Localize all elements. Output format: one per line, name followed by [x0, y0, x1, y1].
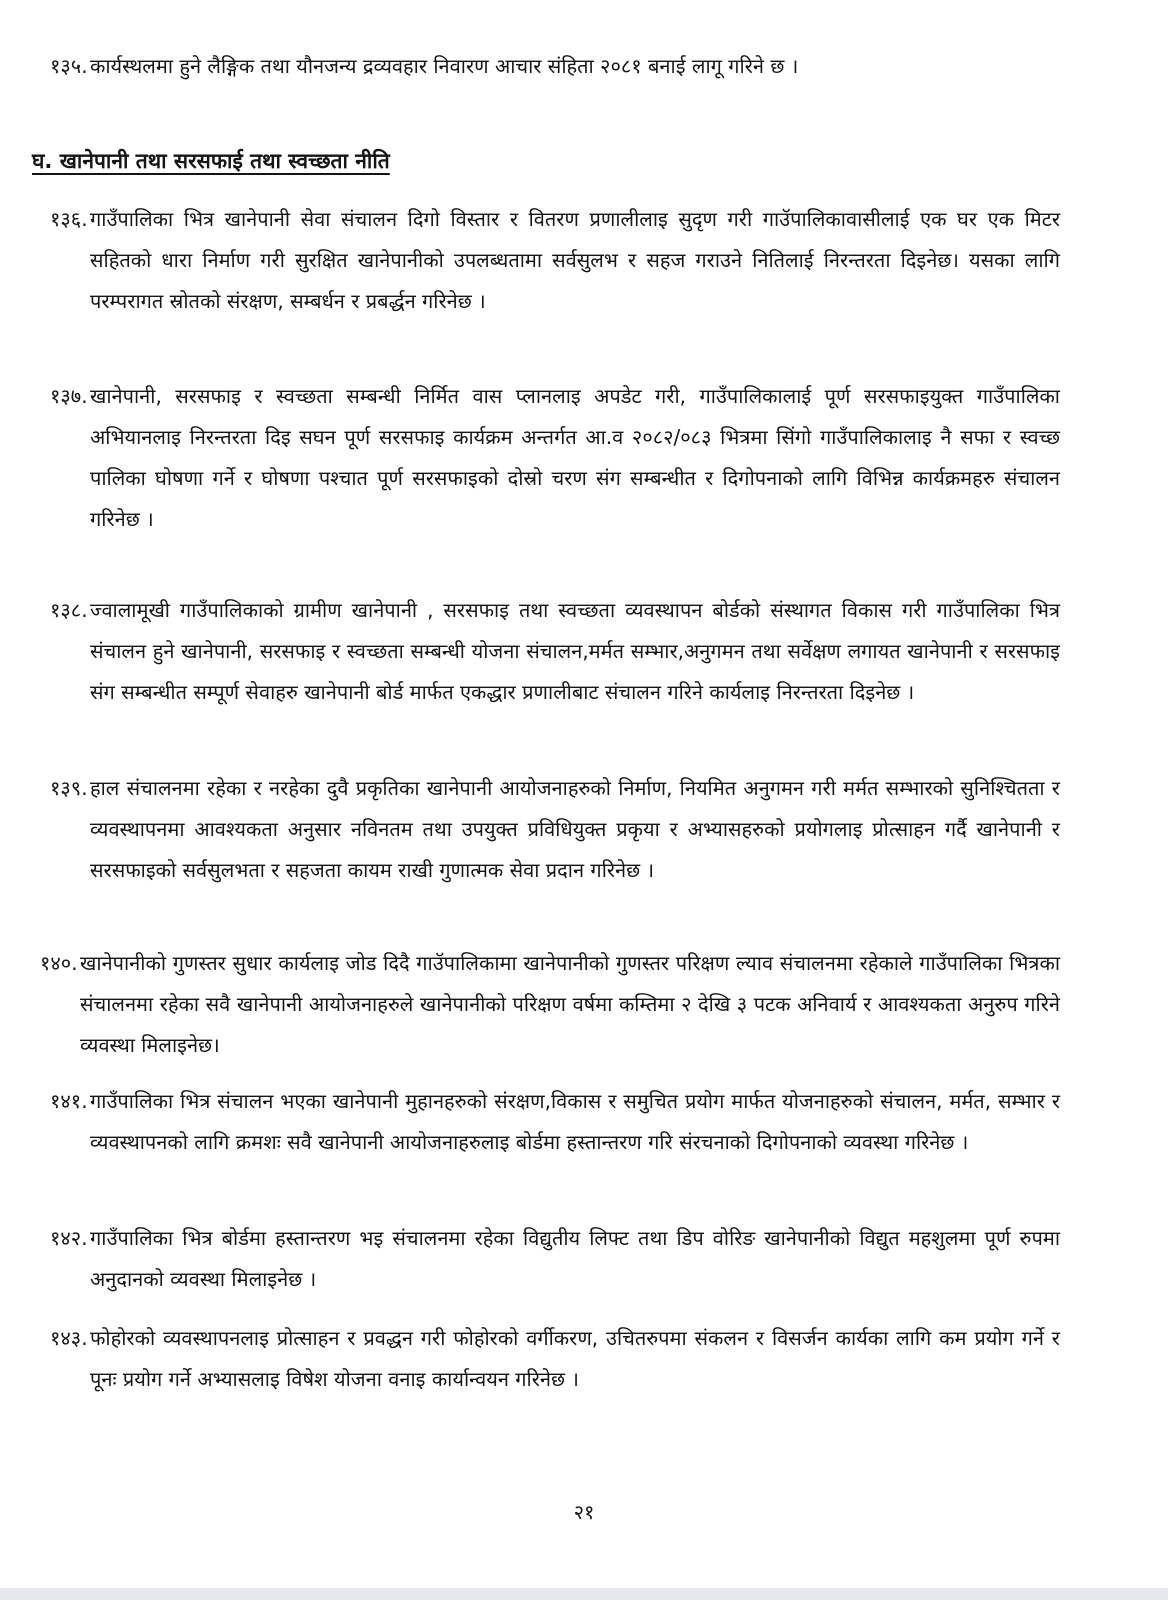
list-item	[50, 768, 1060, 891]
item-number: १३७.	[50, 384, 88, 408]
item-text: गाउँपालिका भित्र खानेपानी सेवा संचालन दिगो विस्तार र वितरण प्रणालीलाइ सुदृण गरी गाउॅपालिकावासीलाई एक घर एक मिटर सहितको धारा निर्माण गरी सुरक्षित खानेपानीको उपलब्धतामा सर्वसुलभ र सहज गराउने नितिलाई निरन्तरता दिइनेछ। यसका लागि परम्परागत स्रोतको संरक्षण, सम्बर्धन र प्रबर्द्धन गरिनेछ ।	[90, 207, 1060, 313]
item-number: १३५.	[50, 54, 88, 78]
list-item	[50, 1081, 1060, 1163]
list-item	[50, 590, 1060, 713]
list-item	[50, 1218, 1060, 1300]
item-text: हाल संचालनमा रहेका र नरहेका दुवै प्रकृतिका खानेपानी आयोजनाहरुको निर्माण, नियमित अनुगमन गरी मर्मत सम्भारको सुनिश्चितता र व्यवस्थापनमा आवश्यकता अनुसार नविनतम तथा उपयुक्त प्रविधियुक्त प्रकृया र अभ्यासहरुको प्रयोगलाइ प्रोत्साहन गर्दै खानेपानी र सरसफाइको सर्वसुलभता र सहजता कायम राखी गुणात्मक सेवा प्रदान गरिनेछ ।	[90, 776, 1060, 882]
item-number: १३६.	[50, 207, 88, 231]
item-text: फोहोरको व्यवस्थापनलाइ प्रोत्साहन र प्रवद्धन गरी फोहोरको वर्गीकरण, उचितरुपमा संकलन र विसर्जन कार्यका लागि कम प्रयोग गर्ने र पूनः प्रयोग गर्ने अभ्यासलाइ विषेश योजना वनाइ कार्यान्वयन गरिनेछ ।	[90, 1326, 1060, 1391]
item-number: १३९.	[50, 776, 88, 800]
item-number: १४१.	[50, 1089, 88, 1113]
section-heading: घ. खानेपानी तथा सरसफाई तथा स्वच्छता नीति	[32, 149, 390, 173]
item-number: १४०.	[40, 951, 78, 975]
item-text: खानेपानीको गुणस्तर सुधार कार्यलाइ जोड दिदै गाउॅपालिकामा खानेपानीको गुणस्तर परिक्षण ल्याव संचालनमा रहेकाले गाउँपालिका भित्रका संचालनमा रहेका सवै खानेपानी आयोजनाहरुले खानेपानीको परिक्षण वर्षमा कम्तिमा २ देखि ३ पटक अनिवार्य र आवश्यकता अनुरुप गरिने व्यवस्था मिलाइनेछ।	[80, 951, 1060, 1057]
item-text: गाउँपालिका भित्र संचालन भएका खानेपानी मुहानहरुको संरक्षण,विकास र समुचित प्रयोग मार्फत योजनाहरुको संचालन, मर्मत, सम्भार र व्यवस्थापनको लागि क्रमशः सवै खानेपानी आयोजनाहरुलाइ बोर्डमा हस्तान्तरण गरि संरचनाको दिगोपनाको व्यवस्था गरिनेछ ।	[90, 1089, 1060, 1154]
item-number: १४३.	[50, 1326, 88, 1350]
item-number: १३८.	[50, 598, 88, 622]
item-text: खानेपानी, सरसफाइ र स्वच्छता सम्बन्धी निर्मित वास प्लानलाइ अपडेट गरी, गाउँपालिकालाई पूर्ण सरसफाइयुक्त गाउँपालिका अभियानलाइ निरन्तरता दिइ सघन पूर्ण सरसफाइ कार्यक्रम अन्तर्गत आ.व २०८२/०८३ भित्रमा सिंगो गाउँपालिकालाइ नै सफा र स्वच्छ पालिका घोषणा गर्ने र घोषणा पश्चात पूर्ण सरसफाइको दोस्रो चरण संग सम्बन्धीत र दिगोपनाको लागि विभिन्न कार्यक्रमहरु संचालन गरिनेछ ।	[90, 384, 1060, 531]
viewer-bottom-edge	[0, 1588, 1168, 1600]
item-number: १४२.	[50, 1226, 88, 1250]
list-item	[50, 199, 1060, 322]
list-item	[40, 943, 1060, 1066]
item-text: कार्यस्थलमा हुने लैङ्गिक तथा यौनजन्य द्रव्यवहार निवारण आचार संहिता २०८१ बनाई लागू गरिने छ ।	[90, 54, 799, 78]
item-text: ज्वालामूखी गाउँपालिकाको ग्रामीण खानेपानी , सरसफाइ तथा स्वच्छता व्यवस्थापन बोर्डको संस्थागत विकास गरी गाउँपालिका भित्र संचालन हुने खानेपानी, सरसफाइ र स्वच्छता सम्बन्धी योजना संचालन,मर्मत सम्भार,अनुगमन तथा सर्वेक्षण लगायत खानेपानी र सरसफाइ संग सम्बन्धीत सम्पूर्ण सेवाहरु खानेपानी बोर्ड मार्फत एकद्धार प्रणालीबाट संचालन गरिने कार्यलाइ निरन्तरता दिइनेछ ।	[90, 598, 1060, 704]
page-number: २१	[573, 1500, 595, 1524]
list-item	[50, 1318, 1060, 1400]
item-text: गाउँपालिका भित्र बोर्डमा हस्तान्तरण भइ संचालनमा रहेका विद्युतीय लिफ्ट तथा डिप वोरिङ खानेपानीको विद्युत महशुलमा पूर्ण रुपमा अनुदानको व्यवस्था मिलाइनेछ ।	[90, 1226, 1060, 1291]
list-item	[50, 46, 1060, 87]
list-item	[50, 376, 1060, 540]
